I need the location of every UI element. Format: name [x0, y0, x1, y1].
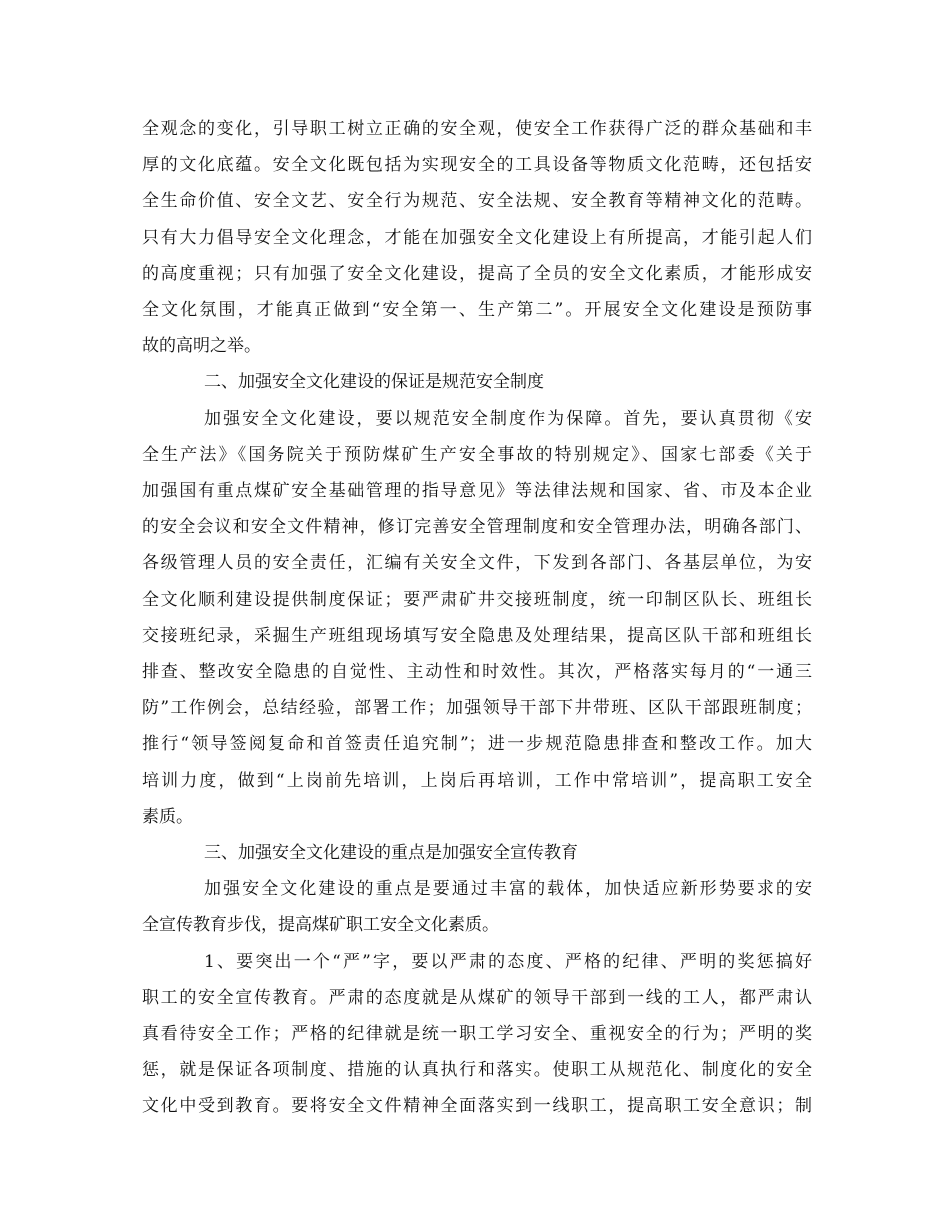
text-line: 真看待安全工作；严格的纪律就是统一职工学习安全、重视安全的行为；严明的奖: [142, 1024, 812, 1044]
text-line: 加强安全文化建设，要以规范安全制度作为保障。首先，要认真贯彻《安: [204, 408, 812, 429]
text-line: 的安全会议和安全文件精神，修订完善安全管理制度和安全管理办法，明确各部门、: [142, 517, 812, 538]
text-line: 文化中受到教育。要将安全文件精神全面落实到一线职工，提高职工安全意识；制: [142, 1096, 812, 1117]
section-heading: 二、加强安全文化建设的保证是规范安全制度: [204, 372, 544, 393]
text-line: 培训力度，做到“上岗前先培训，上岗后再培训，工作中常培训”，提高职工安全: [142, 770, 812, 791]
text-line: 加强国有重点煤矿安全基础管理的指导意见》等法律法规和国家、省、市及本企业: [142, 481, 812, 501]
text-line: 推行“领导签阅复命和首签责任追究制”；进一步规范隐患排查和整改工作。加大: [142, 734, 812, 755]
text-line: 故的高明之举。: [142, 336, 261, 357]
text-line: 全观念的变化，引导职工树立正确的安全观，使安全工作获得广泛的群众基础和丰: [142, 119, 812, 139]
text-line: 全生产法》《国务院关于预防煤矿生产安全事故的特别规定》、国家七部委《关于: [142, 444, 812, 465]
text-line: 惩，就是保证各项制度、措施的认真执行和落实。使职工从规范化、制度化的安全: [142, 1060, 812, 1081]
text-line: 素质。: [142, 806, 193, 827]
text-line: 全文化氛围，才能真正做到“安全第一、生产第二”。开展安全文化建设是预防事: [142, 300, 812, 320]
text-line: 交接班纪录，采掘生产班组现场填写安全隐患及处理结果，提高区队干部和班组长: [142, 625, 812, 646]
text-line: 职工的安全宣传教育。严肃的态度就是从煤矿的领导干部到一线的工人，都严肃认: [142, 987, 812, 1008]
text-line: 只有大力倡导安全文化理念，才能在加强安全文化建设上有所提高，才能引起人们: [142, 227, 812, 248]
text-line: 厚的文化底蕴。安全文化既包括为实现安全的工具设备等物质文化范畴，还包括安: [142, 155, 812, 176]
text-line: 加强安全文化建设的重点是要通过丰富的载体，加快适应新形势要求的安: [204, 879, 812, 900]
text-line: 排查、整改安全隐患的自觉性、主动性和时效性。其次，严格落实每月的“一通三: [142, 662, 812, 682]
text-line: 全宣传教育步伐，提高煤矿职工安全文化素质。: [142, 915, 499, 936]
text-line: 全文化顺利建设提供制度保证；要严肃矿井交接班制度，统一印制区队长、班组长: [142, 589, 812, 610]
text-line: 的高度重视；只有加强了安全文化建设，提高了全员的安全文化素质，才能形成安: [142, 263, 812, 284]
section-heading: 三、加强安全文化建设的重点是加强安全宣传教育: [204, 843, 578, 863]
text-line: 1、要突出一个“严”字，要以严肃的态度、严格的纪律、严明的奖惩搞好: [204, 951, 812, 972]
text-line: 全生命价值、安全文艺、安全行为规范、安全法规、安全教育等精神文化的范畴。: [142, 191, 812, 212]
text-line: 各级管理人员的安全责任，汇编有关安全文件，下发到各部门、各基层单位，为安: [142, 553, 812, 574]
text-line: 防”工作例会，总结经验，部署工作；加强领导干部下井带班、区队干部跟班制度；: [142, 698, 812, 719]
